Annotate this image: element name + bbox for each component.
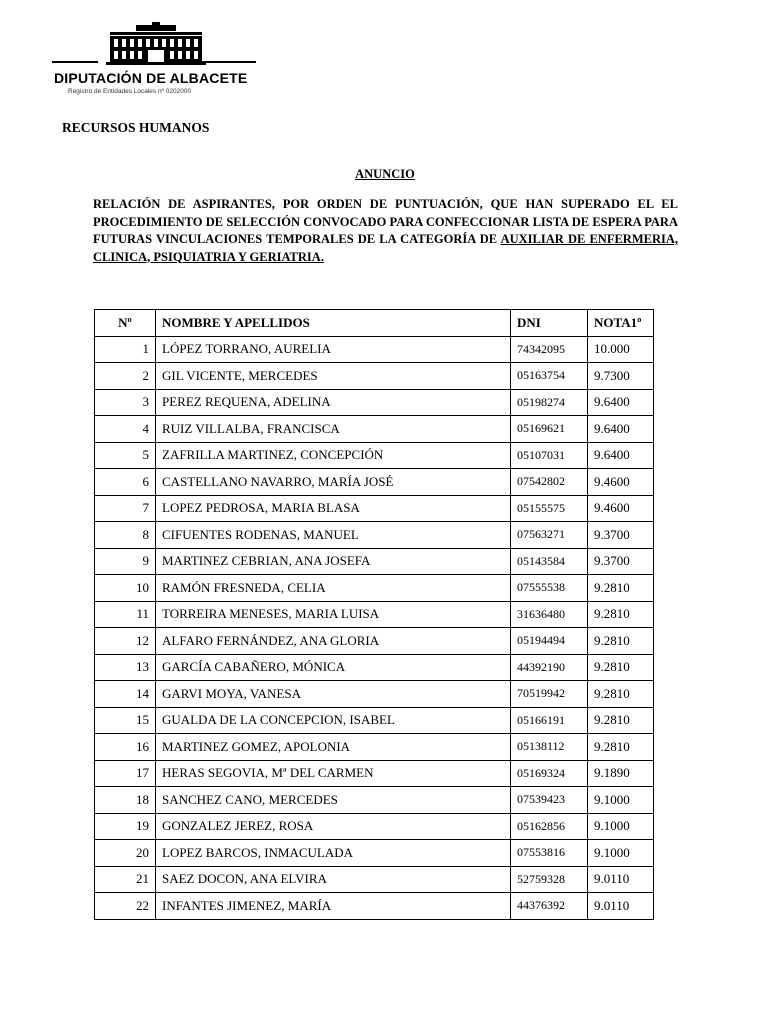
row-dni: 31636480 — [511, 601, 588, 628]
row-number: 16 — [95, 734, 156, 761]
row-nota: 9.4600 — [588, 495, 654, 522]
table-row — [95, 707, 654, 734]
row-dni: 05198274 — [511, 389, 588, 416]
table-row — [95, 548, 654, 575]
row-name: LOPEZ BARCOS, INMACULADA — [156, 840, 511, 867]
table-row — [95, 416, 654, 443]
table-row — [95, 469, 654, 496]
row-number: 19 — [95, 813, 156, 840]
row-nota: 9.1000 — [588, 840, 654, 867]
row-dni: 07563271 — [511, 522, 588, 549]
table-row — [95, 336, 654, 363]
row-number: 9 — [95, 548, 156, 575]
row-number: 10 — [95, 575, 156, 602]
row-dni: 05143584 — [511, 548, 588, 575]
row-number: 11 — [95, 601, 156, 628]
table-row — [95, 787, 654, 814]
row-name: ZAFRILLA MARTINEZ, CONCEPCIÓN — [156, 442, 511, 469]
row-name: LÓPEZ TORRANO, AURELIA — [156, 336, 511, 363]
row-name: LOPEZ PEDROSA, MARIA BLASA — [156, 495, 511, 522]
row-nota: 9.2810 — [588, 734, 654, 761]
row-dni: 05138112 — [511, 734, 588, 761]
row-number: 22 — [95, 893, 156, 920]
row-name: SAEZ DOCON, ANA ELVIRA — [156, 866, 511, 893]
notice-title: ANUNCIO — [355, 167, 415, 181]
department-heading: RECURSOS HUMANOS — [62, 120, 210, 135]
table-row — [95, 893, 654, 920]
table-row — [95, 734, 654, 761]
row-dni: 44376392 — [511, 893, 588, 920]
row-name: GIL VICENTE, MERCEDES — [156, 363, 511, 390]
row-name: CIFUENTES RODENAS, MANUEL — [156, 522, 511, 549]
notice-intro — [93, 196, 678, 266]
row-nota: 9.2810 — [588, 681, 654, 708]
table-row — [95, 575, 654, 602]
row-name: MARTINEZ CEBRIAN, ANA JOSEFA — [156, 548, 511, 575]
row-nota: 9.4600 — [588, 469, 654, 496]
table-row — [95, 389, 654, 416]
row-nota: 9.3700 — [588, 548, 654, 575]
row-dni: 05155575 — [511, 495, 588, 522]
row-nota: 9.1000 — [588, 787, 654, 814]
header-dni: DNI — [511, 310, 588, 337]
header-number: Nº — [95, 310, 156, 337]
row-number: 17 — [95, 760, 156, 787]
notice-intro-text: RELACIÓN DE ASPIRANTES, POR ORDEN DE PUNTUACIÓN, QUE HAN SUPERADO EL EL PROCEDIMIENTO DE SELECCIÓN CONVOCADO PARA CONFECCIONAR LISTA DE ESPERA PARA FUTURAS VINCULACIONES TEMPORALES DE LA CATEGORÍA DE — [93, 197, 678, 246]
row-name: GARVI MOYA, VANESA — [156, 681, 511, 708]
table-row — [95, 654, 654, 681]
row-name: HERAS SEGOVIA, Mª DEL CARMEN — [156, 760, 511, 787]
registry-number: Registro de Entidades Locales nº 0202000 — [68, 88, 192, 95]
header-name: NOMBRE Y APELLIDOS — [156, 310, 511, 337]
table-row — [95, 495, 654, 522]
row-nota: 9.6400 — [588, 442, 654, 469]
row-name: ALFARO FERNÁNDEZ, ANA GLORIA — [156, 628, 511, 655]
row-number: 3 — [95, 389, 156, 416]
row-nota: 9.2810 — [588, 601, 654, 628]
row-number: 2 — [95, 363, 156, 390]
table-row — [95, 840, 654, 867]
row-nota: 9.6400 — [588, 416, 654, 443]
row-dni: 05194494 — [511, 628, 588, 655]
row-number: 4 — [95, 416, 156, 443]
row-dni: 07539423 — [511, 787, 588, 814]
row-number: 5 — [95, 442, 156, 469]
row-name: RAMÓN FRESNEDA, CELIA — [156, 575, 511, 602]
table-row — [95, 442, 654, 469]
row-nota: 9.6400 — [588, 389, 654, 416]
header-nota: NOTA1º — [588, 310, 654, 337]
row-name: SANCHEZ CANO, MERCEDES — [156, 787, 511, 814]
row-number: 20 — [95, 840, 156, 867]
row-number: 13 — [95, 654, 156, 681]
row-number: 21 — [95, 866, 156, 893]
table-header-row — [95, 310, 654, 337]
row-name: MARTINEZ GOMEZ, APOLONIA — [156, 734, 511, 761]
table-body — [95, 336, 654, 919]
row-name: GONZALEZ JEREZ, ROSA — [156, 813, 511, 840]
row-dni: 44392190 — [511, 654, 588, 681]
row-nota: 9.2810 — [588, 575, 654, 602]
row-number: 18 — [95, 787, 156, 814]
row-dni: 05166191 — [511, 707, 588, 734]
row-dni: 07555538 — [511, 575, 588, 602]
row-nota: 9.2810 — [588, 628, 654, 655]
row-number: 14 — [95, 681, 156, 708]
row-name: PEREZ REQUENA, ADELINA — [156, 389, 511, 416]
table-row — [95, 813, 654, 840]
table-row — [95, 363, 654, 390]
row-name: TORREIRA MENESES, MARIA LUISA — [156, 601, 511, 628]
row-nota: 9.1890 — [588, 760, 654, 787]
row-dni: 52759328 — [511, 866, 588, 893]
table-row — [95, 601, 654, 628]
row-name: GARCÍA CABAÑERO, MÓNICA — [156, 654, 511, 681]
row-name: GUALDA DE LA CONCEPCION, ISABEL — [156, 707, 511, 734]
table-row — [95, 628, 654, 655]
row-name: CASTELLANO NAVARRO, MARÍA JOSÉ — [156, 469, 511, 496]
row-dni: 05107031 — [511, 442, 588, 469]
row-dni: 70519942 — [511, 681, 588, 708]
table-row — [95, 760, 654, 787]
row-number: 8 — [95, 522, 156, 549]
org-name: DIPUTACIÓN DE ALBACETE — [54, 70, 248, 86]
row-nota: 9.1000 — [588, 813, 654, 840]
row-nota: 9.3700 — [588, 522, 654, 549]
row-number: 12 — [95, 628, 156, 655]
diputacion-logo — [52, 22, 262, 98]
row-dni: 05163754 — [511, 363, 588, 390]
row-dni: 05169324 — [511, 760, 588, 787]
table-row — [95, 681, 654, 708]
row-name: INFANTES JIMENEZ, MARÍA — [156, 893, 511, 920]
row-number: 6 — [95, 469, 156, 496]
table-row — [95, 866, 654, 893]
row-nota: 9.0110 — [588, 893, 654, 920]
row-number: 1 — [95, 336, 156, 363]
palace-building-icon — [52, 22, 258, 68]
row-nota: 10.000 — [588, 336, 654, 363]
row-nota: 9.0110 — [588, 866, 654, 893]
table-row — [95, 522, 654, 549]
row-dni: 05162856 — [511, 813, 588, 840]
row-name: RUIZ VILLALBA, FRANCISCA — [156, 416, 511, 443]
row-number: 7 — [95, 495, 156, 522]
row-dni: 74342095 — [511, 336, 588, 363]
row-number: 15 — [95, 707, 156, 734]
row-dni: 05169621 — [511, 416, 588, 443]
row-nota: 9.7300 — [588, 363, 654, 390]
candidates-table — [94, 309, 654, 920]
row-nota: 9.2810 — [588, 707, 654, 734]
row-dni: 07542802 — [511, 469, 588, 496]
notice-category: AUXILIAR DE ENFERMERIA, CLINICA, PSIQUIATRIA Y GERIATRIA. — [93, 232, 678, 264]
row-dni: 07553816 — [511, 840, 588, 867]
row-nota: 9.2810 — [588, 654, 654, 681]
